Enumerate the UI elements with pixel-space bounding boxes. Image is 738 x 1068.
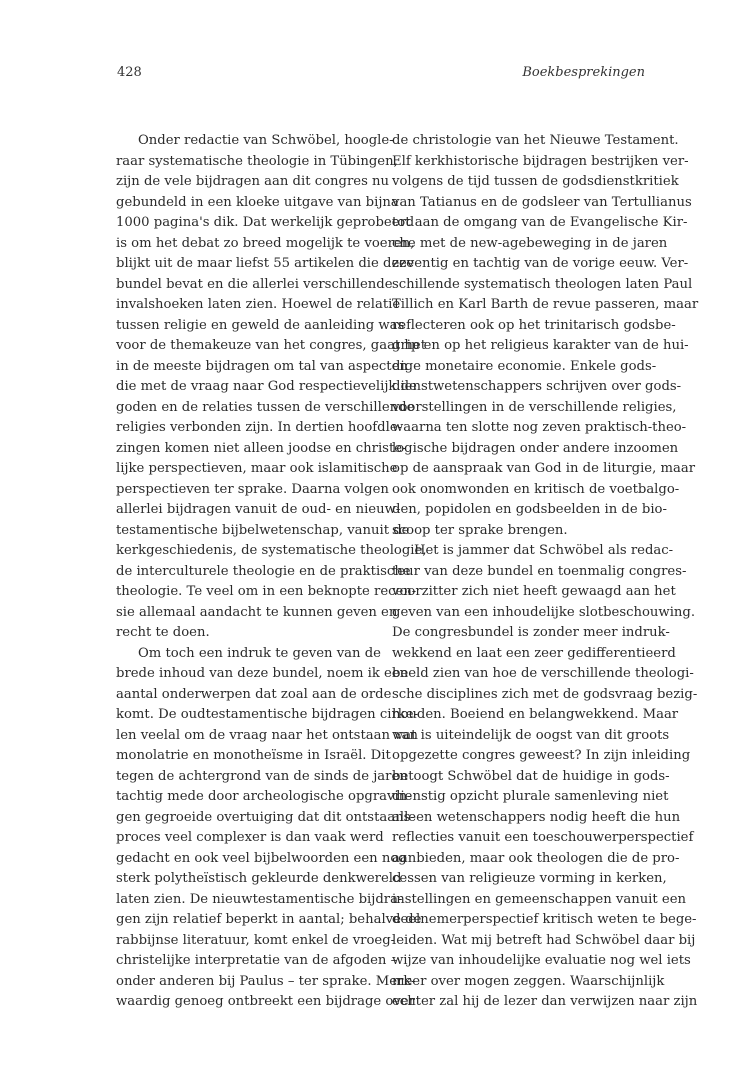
- text-line: rabbijnse literatuur, komt enkel de vroeg-: [116, 932, 396, 948]
- left-text-column: [116, 131, 427, 1013]
- text-line: zeventig en tachtig van de vorige eeuw. Ver-: [392, 256, 689, 271]
- text-line: leiden. Wat mij betreft had Schwöbel daar bij: [392, 932, 696, 948]
- text-line: komt. De oudtestamentische bijdragen cirke-: [116, 707, 419, 722]
- text-line: wijze van inhoudelijke evaluatie nog wel iets: [392, 953, 691, 968]
- text-line: meer over mogen zeggen. Waarschijnlijk: [392, 973, 665, 989]
- text-line: geven van een inhoudelijke slotbeschouwing.: [392, 604, 696, 620]
- text-line: religies verbonden zijn. In dertien hoofdle-: [116, 420, 403, 435]
- page-number: 428: [117, 65, 142, 80]
- text-line: 1000 pagina's dik. Dat werkelijk geprobeerd: [116, 215, 415, 230]
- text-line: christelijke interpretatie van de afgoden –: [116, 953, 398, 968]
- text-line: voorstellingen in de verschillende religies,: [392, 399, 677, 415]
- text-line: tot aan de omgang van de Evangelische Kir-: [392, 215, 688, 230]
- text-line: tegen de achtergrond van de sinds de jaren: [116, 768, 408, 784]
- text-line: waardig genoeg ontbreekt een bijdrage over: [116, 994, 415, 1009]
- text-line: dienstig opzicht plurale samenleving niet: [392, 789, 669, 804]
- text-line: tachtig mede door archeologische opgravin-: [116, 789, 412, 804]
- text-line: gebundeld in een kloeke uitgave van bijna: [116, 194, 399, 210]
- text-line: aantal onderwerpen dat zoal aan de orde: [116, 686, 392, 702]
- text-line: Tillich en Karl Barth de revue passeren, maar: [392, 297, 699, 312]
- text-line: len veelal om de vraag naar het ontstaan van: [116, 727, 418, 743]
- text-line: sche disciplines zich met de godsvraag bezig-: [392, 686, 698, 702]
- text-line: reflecties vanuit een toeschouwerperspectief: [392, 830, 694, 845]
- text-line: blijkt uit de maar liefst 55 artikelen die deze: [116, 256, 415, 271]
- text-line: is om het debat zo breed mogelijk te voeren,: [116, 235, 415, 251]
- text-line: laten zien. De nieuwtestamentische bijdra-: [116, 891, 403, 907]
- text-line: die met de vraag naar God respectievelijk de: [116, 379, 417, 394]
- text-line: goden en de relaties tussen de verschillende: [116, 399, 415, 415]
- text-line: kerkgeschiedenis, de systematische theologie,: [116, 543, 427, 558]
- text-line: waarna ten slotte nog zeven praktisch-theo-: [392, 420, 687, 435]
- text-line: grip en op het religieus karakter van de hui-: [392, 338, 689, 353]
- text-line: che met de new-agebeweging in de jaren: [392, 235, 668, 251]
- text-line: allerlei bijdragen vanuit de oud- en nieuw-: [116, 502, 401, 517]
- text-line: Elf kerkhistorische bijdragen bestrijken ver-: [392, 153, 689, 169]
- text-line: invalshoeken laten zien. Hoewel de relatie: [116, 297, 401, 312]
- text-line: wat is uiteindelijk de oogst van dit groots: [392, 727, 670, 743]
- text-line: Het is jammer dat Schwöbel als redac-: [414, 543, 674, 558]
- text-line: scoop ter sprake brengen.: [392, 522, 568, 538]
- text-line: dienstwetenschappers schrijven over gods-: [392, 379, 682, 394]
- text-line: logische bijdragen onder andere inzoomen: [392, 440, 679, 456]
- text-line: sie allemaal aandacht te kunnen geven en: [116, 604, 398, 620]
- text-line: de christologie van het Nieuwe Testament.: [392, 133, 679, 148]
- text-line: beeld zien van hoe de verschillende theologi-: [392, 666, 694, 681]
- text-line: brede inhoud van deze bundel, noem ik een: [116, 666, 409, 681]
- text-line: betoogt Schwöbel dat de huidige in gods-: [392, 768, 670, 784]
- text-line: voor de themakeuze van het congres, gaat het: [116, 338, 427, 353]
- text-line: zingen komen niet alleen joodse en christe-: [116, 440, 407, 456]
- text-line: aanbieden, maar ook theologen die de pro-: [392, 850, 680, 866]
- text-line: den, popidolen en godsbeelden in de bio-: [392, 502, 667, 517]
- text-line: zijn de vele bijdragen aan dit congres nu: [116, 174, 390, 189]
- text-line: monolatrie en monotheïsme in Israël. Dit: [116, 748, 391, 763]
- text-line: schillende systematisch theologen laten Paul: [392, 276, 693, 292]
- text-line: teur van deze bundel en toenmalig congres-: [392, 563, 687, 579]
- right-text-column: [392, 131, 699, 1013]
- text-line: De congresbundel is zonder meer indruk-: [392, 625, 670, 640]
- text-line: reflecteren ook op het trinitarisch godsbe-: [392, 317, 676, 333]
- text-line: onder anderen bij Paulus – ter sprake. Merk-: [116, 973, 416, 989]
- text-line: deelnemerperspectief kritisch weten te bege-: [392, 912, 697, 927]
- text-line: volgens de tijd tussen de godsdienstkritiek: [392, 174, 679, 189]
- text-line: Onder redactie van Schwöbel, hoogle-: [138, 133, 394, 148]
- text-line: theologie. Te veel om in een beknopte recen-: [116, 584, 417, 599]
- text-line: op de aanspraak van God in de liturgie, maar: [392, 461, 696, 476]
- text-line: proces veel complexer is dan vaak werd: [116, 830, 384, 845]
- text-line: gedacht en ook veel bijbelwoorden een nog: [116, 850, 407, 866]
- text-line: opgezette congres geweest? In zijn inleiding: [392, 748, 691, 763]
- text-line: bundel bevat en die allerlei verschillende: [116, 276, 393, 292]
- text-line: recht te doen.: [116, 625, 210, 640]
- text-line: voorzitter zich niet heeft gewaagd aan het: [392, 584, 676, 599]
- text-line: instellingen en gemeenschappen vanuit een: [392, 891, 686, 907]
- text-line: tussen religie en geweld de aanleiding was: [116, 317, 405, 333]
- text-line: houden. Boeiend en belangwekkend. Maar: [392, 707, 679, 722]
- text-line: lijke perspectieven, maar ook islamitische: [116, 461, 398, 476]
- text-line: alleen wetenschappers nodig heeft die hun: [392, 809, 681, 825]
- text-line: perspectieven ter sprake. Daarna volgen: [116, 481, 389, 497]
- text-line: de interculturele theologie en de praktische: [116, 563, 411, 579]
- section-title: Boekbesprekingen: [522, 65, 645, 80]
- text-line: raar systematische theologie in Tübingen,: [116, 153, 398, 169]
- text-line: in de meeste bijdragen om tal van aspecten: [116, 358, 408, 374]
- text-line: van Tatianus en de godsleer van Tertullianus: [392, 194, 692, 210]
- text-line: wekkend en laat een zeer gedifferentieerd: [392, 645, 676, 661]
- text-line: echter zal hij de lezer dan verwijzen naar zijn: [392, 994, 698, 1009]
- text-line: gen zijn relatief beperkt in aantal; behalve de: [116, 912, 422, 927]
- text-line: dige monetaire economie. Enkele gods-: [392, 358, 657, 374]
- text-line: ook onomwonden en kritisch de voetbalgo-: [392, 481, 680, 497]
- text-line: gen gegroeide overtuiging dat dit ontstaans-: [116, 809, 415, 825]
- text-line: testamentische bijbelwetenschap, vanuit de: [116, 522, 410, 538]
- text-line: cessen van religieuze vorming in kerken,: [392, 871, 667, 886]
- text-line: Om toch een indruk te geven van de: [138, 645, 381, 661]
- text-line: sterk polytheïstisch gekleurde denkwereld: [116, 871, 402, 886]
